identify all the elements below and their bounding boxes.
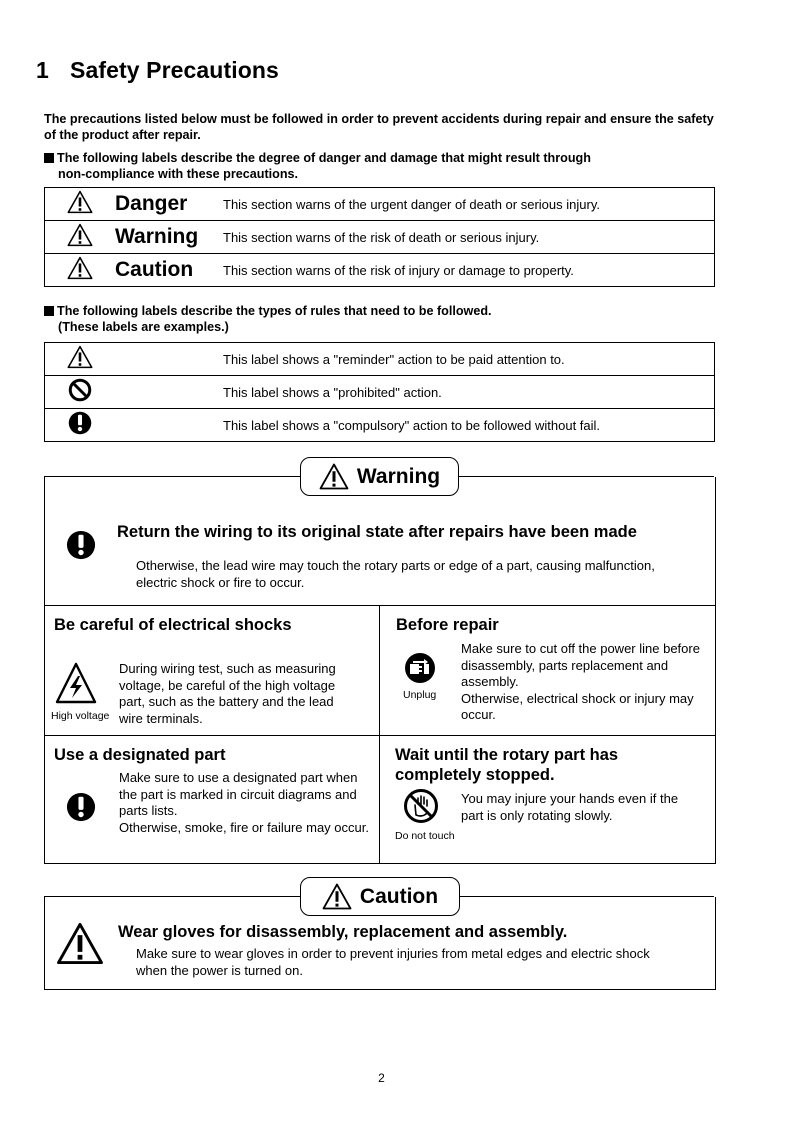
- gloves-text: Make sure to wear gloves in order to prevent injuries from metal edges and electric shock when the power is turned on.: [136, 946, 650, 978]
- high-voltage-icon: [55, 662, 97, 706]
- rule-description: This label shows a "reminder" action to be paid attention to.: [115, 343, 715, 376]
- warning-triangle-icon: [67, 345, 93, 369]
- rotary-heading: Wait until the rotary part has completely stopped.: [395, 746, 619, 784]
- table-row: [45, 254, 715, 287]
- designated-part-text: Make sure to use a designated part when the part is marked in circuit diagrams and parts lists. Otherwise, smoke, fire or failure may occur.: [119, 770, 369, 835]
- caution-pill: Caution: [300, 877, 460, 916]
- warning-triangle-icon: [56, 922, 104, 965]
- level-description: This section warns of the urgent danger of death or serious injury.: [223, 188, 715, 221]
- rule-types-note: The following labels describe the types of rules that need to be followed. (These labels are examples.): [44, 303, 492, 335]
- warning-triangle-icon: [67, 256, 93, 280]
- page-title: [36, 57, 279, 84]
- section-title: Safety Precautions: [70, 57, 279, 83]
- danger-levels-table: [44, 187, 715, 287]
- unplug-icon: [404, 652, 436, 684]
- section-number: 1: [36, 57, 49, 83]
- warning-triangle-icon: [67, 190, 93, 214]
- square-bullet-icon: [44, 306, 54, 316]
- danger-levels-note: The following labels describe the degree of danger and damage that might result through non-compliance with these precautions.: [44, 150, 591, 182]
- level-description: This section warns of the risk of injury or damage to property.: [223, 254, 715, 287]
- table-row: [45, 409, 715, 442]
- wiring-text: Otherwise, the lead wire may touch the rotary parts or edge of a part, causing malfunction, electric shock or fire to occur.: [136, 558, 655, 590]
- do-not-touch-label: Do not touch: [395, 830, 455, 842]
- unplug-label: Unplug: [403, 689, 437, 701]
- wiring-heading: Return the wiring to its original state after repairs have been made: [117, 523, 637, 541]
- designated-part-heading: Use a designated part: [54, 746, 226, 764]
- compulsory-icon: [68, 411, 92, 435]
- rule-types-table: [44, 342, 715, 442]
- table-row: [45, 221, 715, 254]
- before-repair-text: Make sure to cut off the power line before disassembly, parts replacement and assembly. Otherwise, electrical shock or injury may occur.: [461, 641, 700, 722]
- table-row: [45, 376, 715, 409]
- high-voltage-label: High voltage: [51, 710, 110, 722]
- level-label: Caution: [115, 254, 223, 287]
- rotary-text: You may injure your hands even if the part is only rotating slowly.: [461, 791, 679, 823]
- table-row: [45, 188, 715, 221]
- prohibited-icon: [68, 378, 92, 402]
- shock-heading: Be careful of electrical shocks: [54, 616, 292, 634]
- compulsory-icon: [66, 530, 96, 560]
- warning-triangle-icon: [67, 223, 93, 247]
- rule-description: This label shows a "prohibited" action.: [115, 376, 715, 409]
- level-label: Danger: [115, 188, 223, 221]
- page-number: 2: [378, 1071, 385, 1085]
- rule-description: This label shows a "compulsory" action to be followed without fail.: [115, 409, 715, 442]
- level-description: This section warns of the risk of death or serious injury.: [223, 221, 715, 254]
- warning-pill: Warning: [300, 457, 459, 496]
- do-not-touch-icon: [403, 788, 439, 824]
- gloves-heading: Wear gloves for disassembly, replacement and assembly.: [118, 923, 568, 941]
- table-row: [45, 343, 715, 376]
- compulsory-icon: [66, 792, 96, 822]
- level-label: Warning: [115, 221, 223, 254]
- intro-paragraph: The precautions listed below must be followed in order to prevent accidents during repair and ensure the safety of the product after repair.: [44, 112, 714, 142]
- square-bullet-icon: [44, 153, 54, 163]
- shock-text: During wiring test, such as measuring voltage, be careful of the high voltage part, such as the battery and the lead wire terminals.: [119, 661, 336, 726]
- before-repair-heading: Before repair: [396, 616, 499, 634]
